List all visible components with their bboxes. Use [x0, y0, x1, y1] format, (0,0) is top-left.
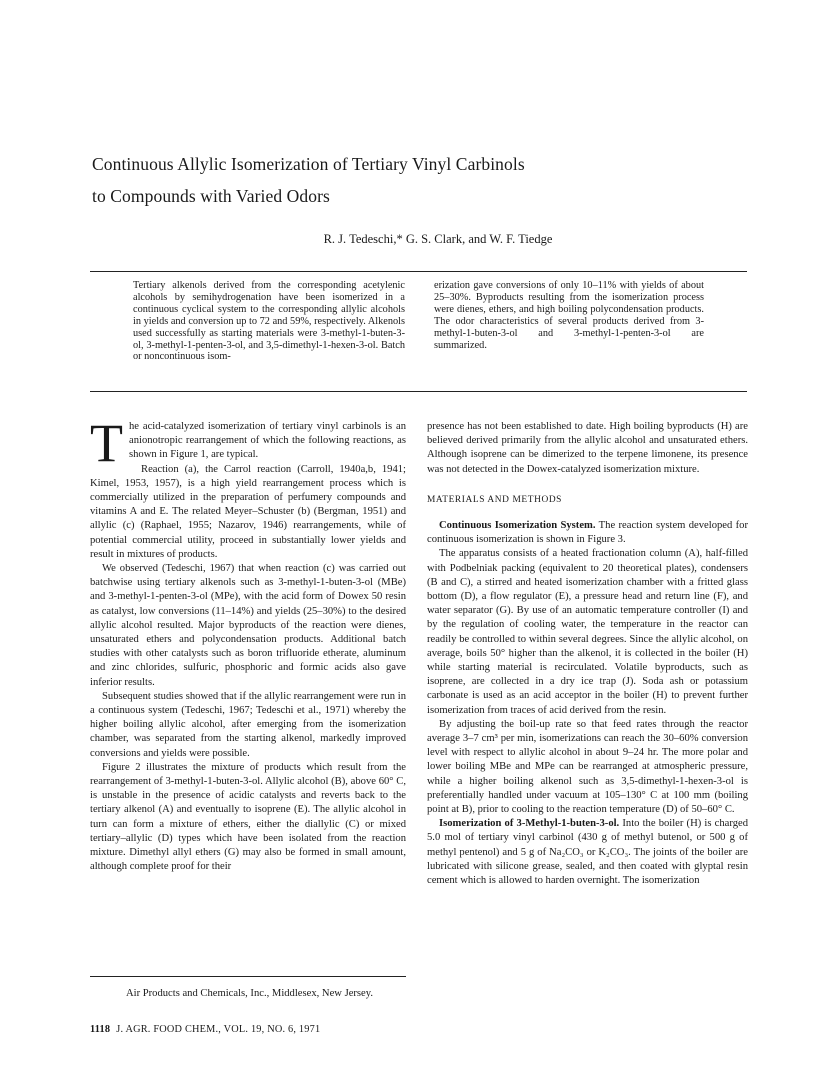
page-number: 1118: [90, 1024, 111, 1035]
page-footer: [90, 1024, 320, 1035]
title-line-1: Continuous Allylic Isomerization of Tertiary Vinyl Carbinols: [92, 154, 525, 174]
section-heading-materials: MATERIALS AND METHODS: [427, 494, 562, 505]
paragraph-batch-observation: We observed (Tedeschi, 1967) that when reaction (c) was carried out batchwise using tertiary alkenols such as 3-methyl-1-buten-3-ol (MBe) and 3-methyl-1-penten-3-ol (MPe), with the acid form of Dowex 50 resin as catalyst, low conversions (11–14%) and yields (25–30%) to the desired allylic alcohol resulted. Major byproducts of the reaction were dienes, unsaturated ethers and polycondensation products. Additional batch studies with other catalysts such as boron trifluoride etherate, aluminum and zinc chlorides, sulfuric, phosphoric and formic acids also gave inferior results.: [90, 563, 406, 688]
author-line: R. J. Tedeschi,* G. S. Clark, and W. F. Tiedge: [323, 232, 553, 246]
abstract-left: Tertiary alkenols derived from the corresponding acetylenic alcohols by semihydrogenation have been isomerized in a continuous cyclical system to the corresponding allylic alcohols in yields and conversion up to 72 and 59%, respectively. Alkenols used successfully as starting materials were 3-methyl-1-buten-3-ol, 3-methyl-1-penten-3-ol, and 3,5-dimethyl-1-hexen-3-ol. Batch or noncontinuous isom-: [133, 280, 405, 363]
article-title: [92, 148, 712, 212]
affiliation-rule: [90, 976, 406, 977]
paragraph-apparatus: The apparatus consists of a heated fractionation column (A), half-filled with Podbelniak packing (equivalent to 20 theoretical plates), condensers (B and C), a stirred and heated isomerization chamber with a fritted glass bottom (D), a flow regulator (E), a pressure head and return line (F), and water separator (G). By use of an automatic temperature controller (I) and by the regulation of cooling water, the temperature in the reactor can readily be controlled to within several degrees. Since the allylic alcohol, on average, boils 50° higher than the alkenol, it is collected in the boiler (H) while starting material is recirculated. Volatile byproducts, such as isoprene, are collected in a dry ice trap (J). Soda ash or potassium carbonate is used as an acid acceptor in the boiler (H) to prevent further isomerization from traces of acid derived from the resin.: [427, 548, 748, 716]
journal-citation: J. AGR. FOOD CHEM., VOL. 19, NO. 6, 1971: [116, 1024, 321, 1035]
intro-text: he acid-catalyzed isomerization of tertiary vinyl carbinols is an anionotropic rearrangement of which the following reactions, as shown in Figure 1, are typical.: [129, 421, 406, 461]
drop-cap: T: [90, 413, 123, 473]
affiliation: Air Products and Chemicals, Inc., Middlesex, New Jersey.: [125, 988, 374, 999]
abstract-right: erization gave conversions of only 10–11% with yields of about 25–30%. Byproducts resulting from the isomerization process were dienes, ethers, and high boiling polycondensation products. The odor characteristics of several products derived from 3-methyl-1-buten-3-ol and 3-methyl-1-penten-3-ol are summarized.: [434, 280, 704, 351]
abstract-bottom-rule: [90, 391, 747, 392]
title-line-2: to Compounds with Varied Odors: [92, 186, 330, 206]
paragraph-boil-up: By adjusting the boil-up rate so that feed rates through the reactor average 3–7 cm³ per min, isomerizations can reach the 30–60% conversion level with respect to allylic alcohol in about 9–24 hr. The more polar and lower boiling MBe and MPe can be rearranged at atmospheric pressure, while a higher boiling alkenol such as 3,5-dimethyl-1-hexen-3-ol is preferentially handled under vacuum at 105–130° C at 100 mm (boiling point at B), prior to cooling to the reaction temperature (D) of 50–60° C.: [427, 718, 748, 816]
run-in-heading: Isomerization of 3-Methyl-1-buten-3-ol.: [439, 818, 620, 830]
body-column-right: [427, 420, 748, 888]
paragraph-continuous-system: Subsequent studies showed that if the allylic rearrangement were run in a continuous system (Tedeschi, 1967; Tedeschi et al., 1971) whereby the higher boiling allylic alcohol, after emerging from the isomerization chamber, was separated from the starting alkenol, markedly improved conversions and yields were possible.: [90, 690, 406, 759]
intro-paragraph: [90, 413, 406, 473]
paragraph-figure-2: Figure 2 illustrates the mixture of products which result from the rearrangement of 3-methyl-1-buten-3-ol. Allylic alcohol (B), above 60° C, is unstable in the presence of acidic catalysts and reverts back to the tertiary alkenol (A) and eventually to isoprene (E). The allylic alcohol in turn can form a mixture of ethers, either the diallylic (C) or mixed tertiary–allylic (D) types which have been isolated from the reaction mixture. Dimethyl allyl ethers (G) may also be formed in small amount, although complete proof for their: [90, 761, 406, 873]
paragraph-continued: presence has not been established to date. High boiling byproducts (H) are believed derived primarily from the allylic alcohol and unsaturated ethers. Although isoprene can be dimerized to the terpene limonene, its presence was not detected in the Dowex-catalyzed isomerization mixture.: [427, 421, 748, 475]
paragraph-carrol-reaction: Reaction (a), the Carrol reaction (Carroll, 1940a,b, 1941; Kimel, 1953, 1957), is a high yield rearrangement process which is commercially utilized in the preparation of perfumery compounds and vitamins A and E. The related Meyer–Schuster (b) (Bergman, 1951) and allylic (c) (Raphael, 1955; Nazarov, 1946) rearrangements, while of potential commercial utility, proceed in substantially lower yields and result in mixtures of products.: [90, 463, 406, 560]
paragraph-isomerization-mbe: Isomerization of 3-Methyl-1-buten-3-ol. Into the boiler (H) is charged 5.0 mol of tertiary vinyl carbinol (430 g of methyl butenol, or 500 g of methyl pentenol) and 5 g of Na₂CO₃ or K₂CO₃. The joints of the boiler are lubricated with silicone grease, sealed, and then coated with glyptal resin cement which is allowed to harden overnight. The isomerization: [427, 818, 748, 887]
body-column-left: [90, 413, 406, 875]
run-in-heading: Continuous Isomerization System.: [439, 520, 596, 532]
top-rule: [90, 271, 747, 272]
paragraph-continuous-isomerization: Continuous Isomerization System. The reaction system developed for continuous isomerization is shown in Figure 3.: [427, 520, 749, 546]
